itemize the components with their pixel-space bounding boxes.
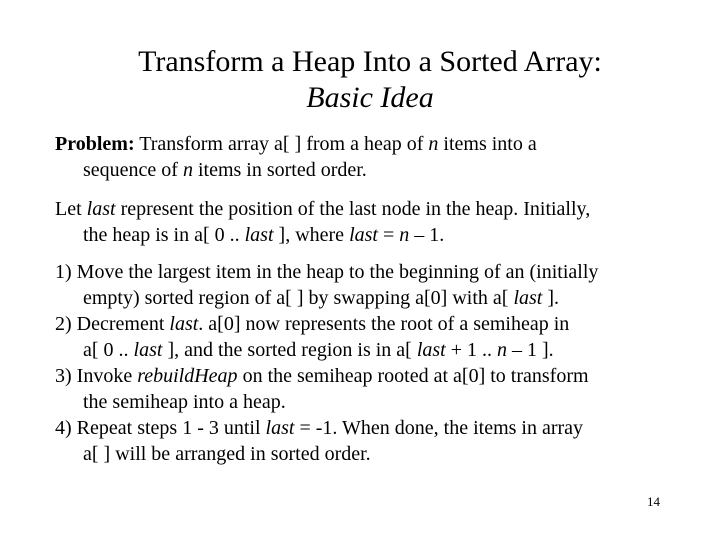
slide-title (0, 44, 720, 116)
slide-title-line1: Transform a Heap Into a Sorted Array: (138, 45, 602, 78)
last-definition-paragraph: Let last represent the position of the last node in the heap. Initially, the heap is in a[ 0 .. last ], where last = n – 1. (55, 198, 591, 246)
step-3: 3) Invoke rebuildHeap on the semiheap rooted at a[0] to transform the semiheap into a heap. (55, 365, 589, 413)
steps-list (55, 259, 675, 467)
problem-paragraph: Problem: Transform array a[ ] from a heap of n items into a sequence of n items in sorted order. (55, 133, 537, 181)
step-2: 2) Decrement last. a[0] now represents the root of a semiheap in a[ 0 .. last ], and the sorted region is in a[ last + 1 .. n – 1 ]. (55, 313, 570, 361)
page-number: 14 (647, 494, 660, 509)
problem-label: Problem: (55, 133, 135, 155)
step-1: 1) Move the largest item in the heap to the beginning of an (initially empty) sorted region of a[ ] by swapping a[0] with a[ last ]. (55, 261, 599, 309)
slide-title-line2: Basic Idea (306, 81, 434, 114)
step-4: 4) Repeat steps 1 - 3 until last = -1. When done, the items in array a[ ] will be arranged in sorted order. (55, 417, 584, 465)
